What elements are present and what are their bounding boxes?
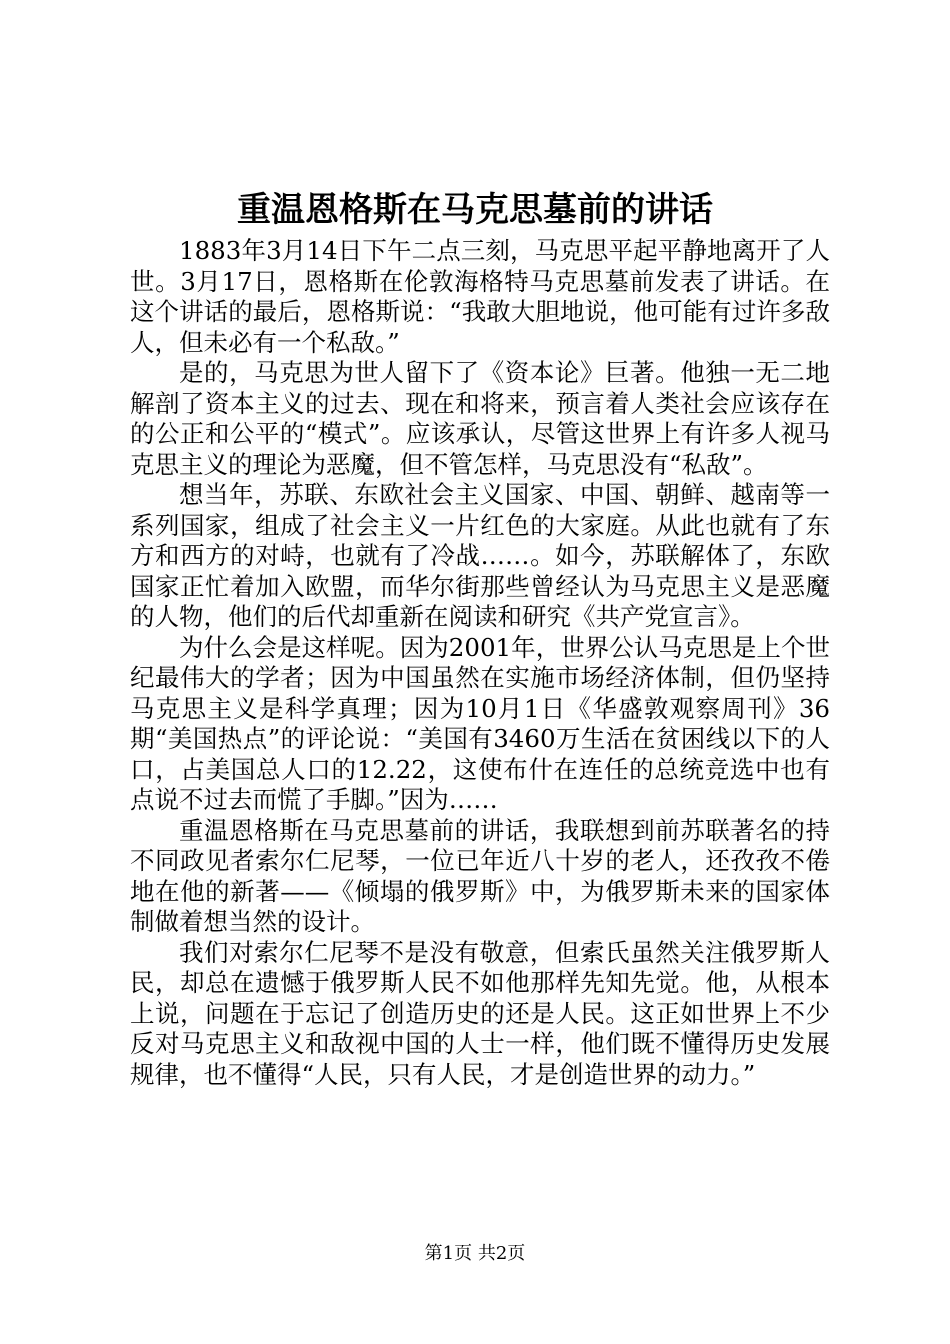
- page-title: 重温恩格斯在马克思墓前的讲话: [237, 190, 713, 230]
- paragraph-6: 我们对索尔仁尼琴不是没有敬意，但索氏虽然关注俄罗斯人民，却总在遗憾于俄罗斯人民不如他那样先知先觉。他，从根本上说，问题在于忘记了创造历史的还是人民。这正如世界上不少反对马克思主义和敌视中国的人士一样，他们既不懂得历史发展规律，也不懂得“人民，只有人民，才是创造世界的动力。”: [130, 937, 830, 1089]
- article-body: [130, 236, 830, 1090]
- paragraph-3: 想当年，苏联、东欧社会主义国家、中国、朝鲜、越南等一系列国家，组成了社会主义一片红色的大家庭。从此也就有了东方和西方的对峙，也就有了冷战……。如今，苏联解体了，东欧国家正忙着加入欧盟，而华尔街那些曾经认为马克思主义是恶魔的人物，他们的后代却重新在阅读和研究《共产党宣言》。: [130, 480, 830, 631]
- paragraph-1: 1883年3月14日下午二点三刻，马克思平起平静地离开了人世。3月17日，恩格斯在伦敦海格特马克思墓前发表了讲话。在这个讲话的最后，恩格斯说：“我敢大胆地说，他可能有过许多敌人，但未必有一个私敌。”: [130, 236, 830, 357]
- paragraph-4: 为什么会是这样呢。因为2001年，世界公认马克思是上个世纪最伟大的学者；因为中国虽然在实施市场经济体制，但仍坚持马克思主义是科学真理；因为10月1日《华盛敦观察周刊》36期“美国热点”的评论说：“美国有3460万生活在贫困线以下的人口，占美国总人口的12.22，这使布什在连任的总统竞选中也有点说不过去而慌了手脚。”因为……: [130, 632, 830, 814]
- paragraph-2: 是的，马克思为世人留下了《资本论》巨著。他独一无二地解剖了资本主义的过去、现在和将来，预言着人类社会应该存在的公正和公平的“模式”。应该承认，尽管这世界上有许多人视马克思主义的理论为恶魔，但不管怎样，马克思没有“私敌”。: [130, 358, 830, 479]
- paragraph-5: 重温恩格斯在马克思墓前的讲话，我联想到前苏联著名的持不同政见者索尔仁尼琴，一位已年近八十岁的老人，还孜孜不倦地在他的新著——《倾塌的俄罗斯》中，为俄罗斯未来的国家体制做着想当然的设计。: [130, 815, 830, 936]
- page-number-footer: 第1页 共2页: [424, 1243, 526, 1264]
